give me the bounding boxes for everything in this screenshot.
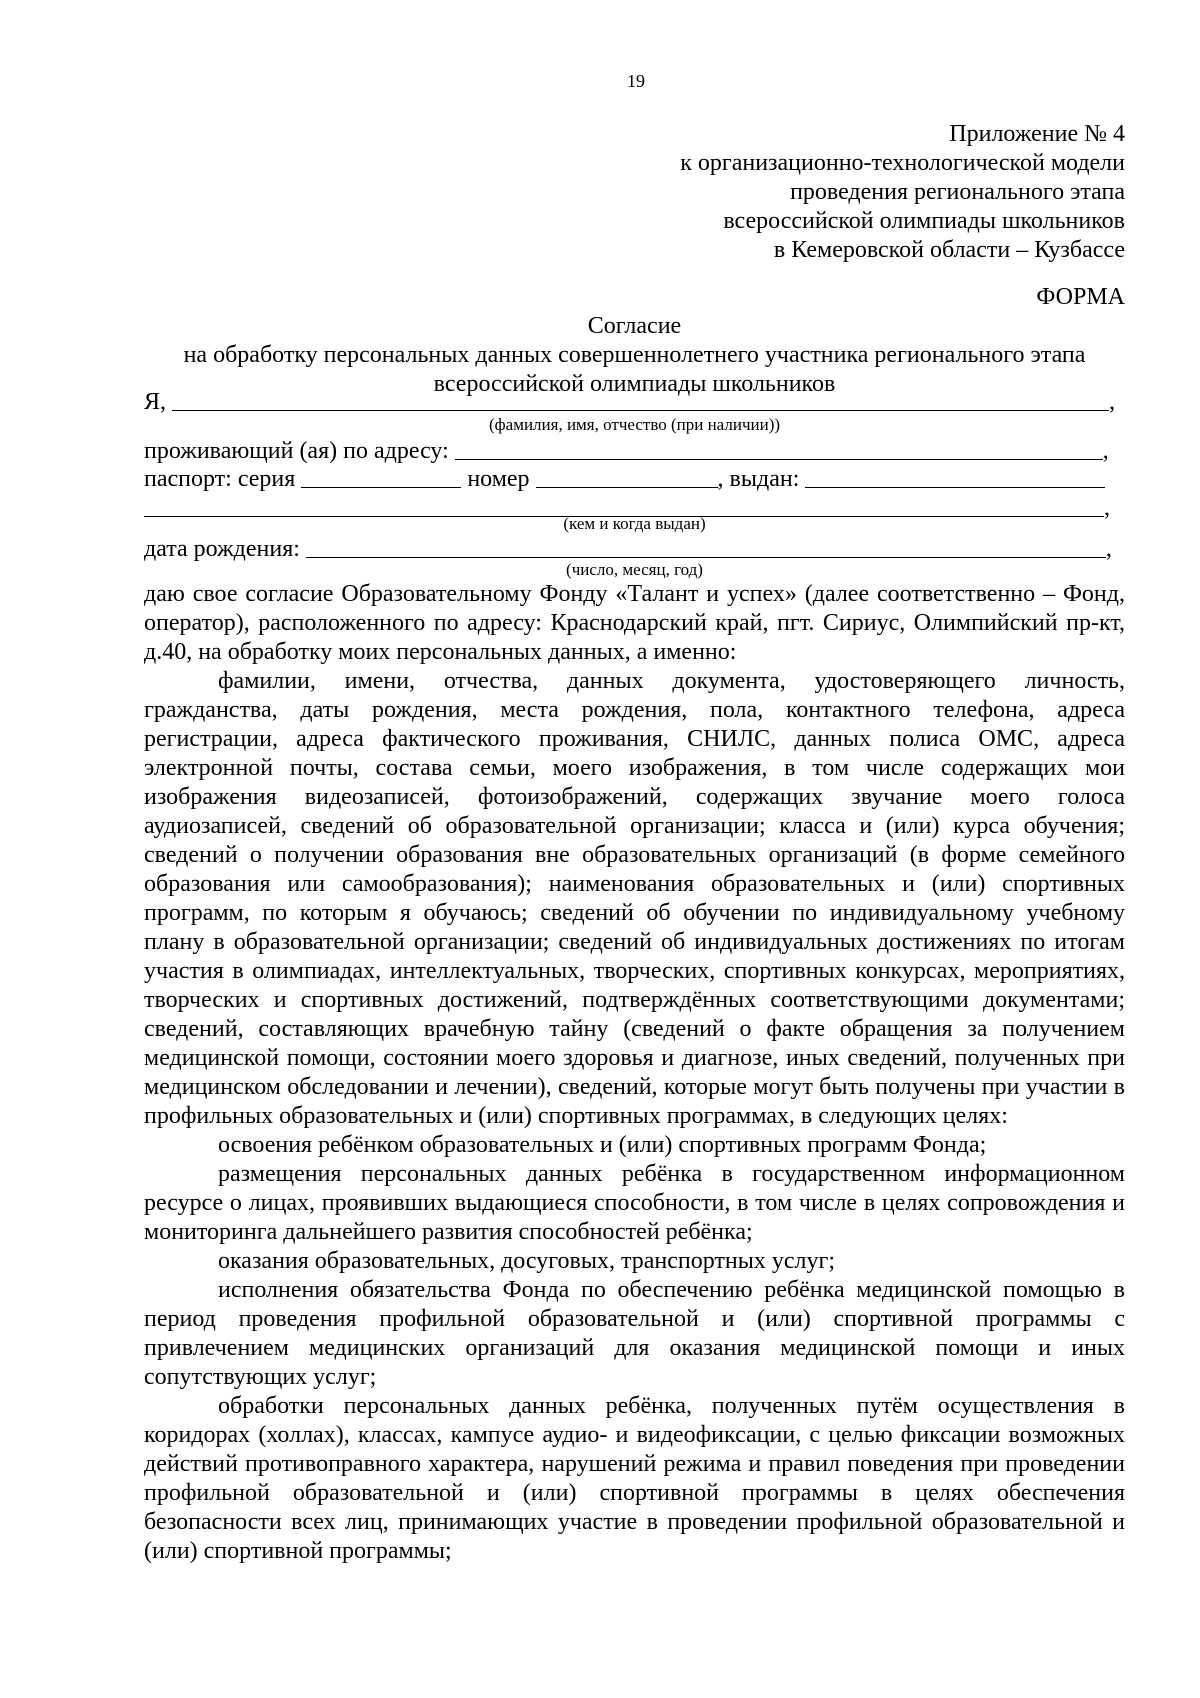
comma: ,	[1102, 438, 1109, 464]
comma: ,	[1109, 389, 1116, 415]
document-title	[144, 312, 1125, 399]
consent-intro: даю свое согласие Образовательному Фонду «Талант и успех» (далее соответственно – Фонд, оператор), расположенного по адресу: Краснодарский край, пгт. Сириус, Олимпийский пр-кт, д.40, на обработку моих персональных данных, а именно:	[144, 581, 1125, 665]
passport-issued-label: , выдан:	[717, 466, 800, 492]
comma: ,	[1104, 495, 1110, 521]
fio-caption: (фамилия, имя, отчество (при наличии))	[488, 415, 781, 434]
address-label: проживающий (ая) по адресу:	[144, 438, 449, 464]
passport-series-label: паспорт: серия	[144, 466, 296, 492]
passport-number-field[interactable]	[536, 465, 718, 488]
passport-series-field[interactable]	[301, 465, 461, 488]
title-line: Согласие	[587, 313, 682, 339]
address-row	[144, 437, 1125, 466]
birth-caption: (число, месяц, год)	[566, 560, 703, 579]
issued-caption: (кем и когда выдан)	[563, 514, 706, 533]
fio-row	[144, 388, 1125, 417]
purpose-paragraph: освоения ребёнком образовательных и (или) спортивных программ Фонда;	[218, 1132, 987, 1158]
comma: ,	[1105, 536, 1112, 562]
appendix-line: в Кемеровской области – Кузбассе	[773, 237, 1125, 263]
data-list-paragraph: фамилии, имени, отчества, данных документа, удостоверяющего личность, гражданства, даты рождения, места рождения, пола, контактного телефона, адреса регистрации, адреса фактического проживания, СНИЛС, данных полиса ОМС, адреса электронной почты, состава семьи, моего изображения, в том числе содержащих мои изображения видеозаписей, фотоизображений, содержащих звучание моего голоса аудиозаписей, сведений об образовательной организации; класса и (или) курса обучения; сведений о получении образования вне образовательных организаций (в форме семейного образования или самообразования); наименования образовательных и (или) спортивных программ, по которым я обучаюсь; сведений об обучении по индивидуальному учебному плану в образовательной организации; сведений об индивидуальных достижениях по итогам участия в олимпиадах, интеллектуальных, творческих, спортивных конкурсах, мероприятиях, творческих и спортивных достижений, подтверждённых соответствующими документами; сведений, составляющих врачебную тайну (сведений о факте обращения за получением медицинской помощи, состоянии моего здоровья и диагнозе, иных сведений, полученных при медицинском обследовании и лечении), сведений, которые могут быть получены при участии в профильных образовательных и (или) спортивных программах, в следующих целях:	[144, 668, 1125, 1129]
birth-date-field[interactable]	[306, 535, 1106, 558]
passport-row	[144, 465, 1125, 494]
appendix-header	[425, 120, 1125, 265]
appendix-line: всероссийской олимпиады школьников	[723, 208, 1125, 234]
purpose-paragraph: оказания образовательных, досуговых, транспортных услуг;	[218, 1248, 835, 1274]
title-line: на обработку персональных данных совершеннолетнего участника регионального этапа	[183, 342, 1086, 368]
fio-field[interactable]	[172, 388, 1109, 411]
ya-label: Я,	[144, 389, 167, 415]
birth-label: дата рождения:	[144, 536, 300, 562]
appendix-line: Приложение № 4	[949, 121, 1125, 147]
appendix-line: к организационно-технологической модели	[680, 150, 1125, 176]
purpose-paragraph: обработки персональных данных ребёнка, полученных путём осуществления в коридорах (холлах), классах, кампусе аудио- и видеофиксации, с целью фиксации возможных действий противоправного характера, нарушений режима и правил поведения при проведении профильной образовательной и (или) спортивной программы в целях обеспечения безопасности всех лиц, принимающих участие в проведении профильной образовательной и (или) спортивной программы;	[144, 1393, 1125, 1564]
page-number: 19	[627, 71, 645, 91]
title-line: всероссийской олимпиады школьников	[433, 371, 836, 397]
passport-number-label: номер	[467, 466, 530, 492]
passport-issued-field[interactable]	[805, 465, 1105, 488]
address-field[interactable]	[455, 437, 1103, 460]
consent-body	[144, 580, 1125, 1566]
purpose-paragraph: исполнения обязательства Фонда по обеспечению ребёнка медицинской помощью в период проведения профильной образовательной и (или) спортивной программы с привлечением медицинских организаций для оказания медицинской помощи и иных сопутствующих услуг;	[144, 1277, 1125, 1390]
appendix-line: проведения регионального этапа	[790, 179, 1125, 205]
purpose-paragraph: размещения персональных данных ребёнка в государственном информационном ресурсе о лицах, проявивших выдающиеся способности, в том числе в целях сопровождения и мониторинга дальнейшего развития способностей ребёнка;	[144, 1161, 1125, 1245]
forma-label: ФОРМА	[1036, 284, 1125, 310]
